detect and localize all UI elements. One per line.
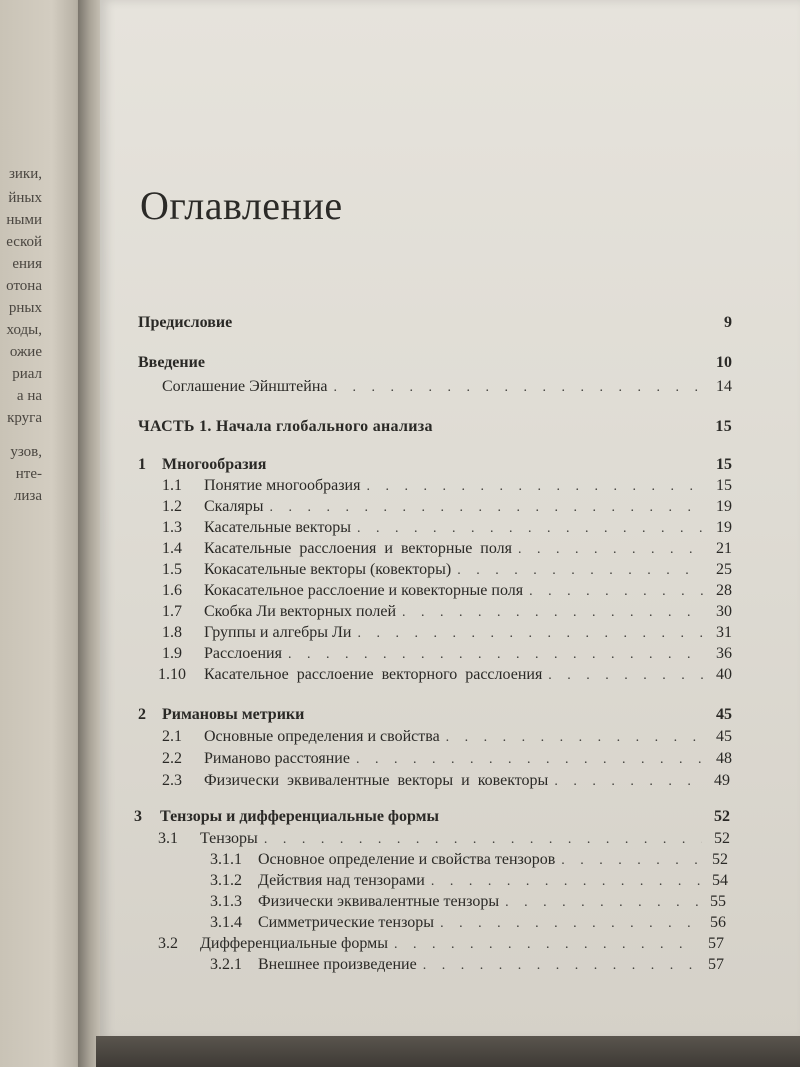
entry-number: 2 <box>138 706 146 723</box>
entry-number: 3.1.3 <box>210 893 242 910</box>
toc-chapter-entry <box>138 314 732 334</box>
dot-leader <box>366 479 704 495</box>
toc-section-entry <box>158 830 730 850</box>
entry-page: 52 <box>714 808 730 825</box>
entry-page: 15 <box>716 477 732 494</box>
entry-page: 15 <box>715 418 732 435</box>
entry-label: Тензоры и дифференциальные формы <box>160 808 440 825</box>
entry-page: 19 <box>716 519 732 536</box>
left-page-fragment: ожие <box>9 344 42 360</box>
entry-number: 3.1.1 <box>210 851 242 868</box>
dot-leader <box>457 563 704 579</box>
entry-number: 1.3 <box>162 519 182 536</box>
toc-part-entry <box>138 418 732 438</box>
book-bottom-shadow <box>96 1036 800 1067</box>
dot-leader <box>333 380 704 396</box>
left-page <box>0 0 86 1067</box>
toc-section-entry <box>162 772 730 792</box>
toc-subsection-entry <box>210 914 726 934</box>
entry-page: 57 <box>708 935 724 952</box>
entry-label: Тензоры <box>200 830 258 847</box>
dot-leader <box>394 937 696 953</box>
entry-label: Кокасательное расслоение и ковекторные поля <box>204 582 524 599</box>
toc-section-entry <box>158 935 724 955</box>
entry-label: Скобка Ли векторных полей <box>204 603 397 620</box>
dot-leader <box>518 542 704 558</box>
entry-label: Касательные векторы <box>204 519 351 536</box>
left-page-fragment: риал <box>12 366 42 382</box>
entry-number: 2.3 <box>162 772 182 789</box>
entry-label: Действия над тензорами <box>258 872 425 889</box>
toc-subsection-entry <box>210 851 728 871</box>
entry-page: 19 <box>716 498 732 515</box>
left-page-fragment: ходы, <box>6 322 42 338</box>
left-page-fragment: ными <box>6 212 42 228</box>
toc-section-entry <box>162 477 732 497</box>
toc-subsection-entry <box>210 872 728 892</box>
entry-label: Касательное расслоение векторного расслоения <box>204 666 543 683</box>
toc-subsection-entry <box>210 956 724 976</box>
dot-leader <box>505 895 698 911</box>
toc-section-entry <box>162 498 732 518</box>
entry-page: 31 <box>716 624 732 641</box>
entry-page: 36 <box>716 645 732 662</box>
entry-number: 1.7 <box>162 603 182 620</box>
dot-leader <box>431 874 700 890</box>
toc-section-entry <box>162 645 732 665</box>
dot-leader <box>423 958 696 974</box>
toc-chapter-entry <box>138 456 732 476</box>
entry-label: Риманово расстояние <box>204 750 350 767</box>
page-title: Оглавление <box>140 183 343 228</box>
toc-subsection-entry <box>210 893 726 913</box>
left-page-fragment: круга <box>7 410 42 426</box>
toc-section-entry <box>162 603 732 623</box>
entry-label: Введение <box>138 354 205 371</box>
entry-number: 1.9 <box>162 645 182 662</box>
entry-number: 3.1.4 <box>210 914 242 931</box>
entry-number: 1.5 <box>162 561 182 578</box>
left-page-fragment: нте- <box>15 466 42 482</box>
entry-page: 15 <box>716 456 732 473</box>
entry-page: 52 <box>714 830 730 847</box>
entry-number: 3.2 <box>158 935 178 952</box>
left-page-fragment: еской <box>6 234 42 250</box>
toc-chapter-entry <box>134 808 730 828</box>
dot-leader <box>264 832 702 848</box>
entry-label: Соглашение Эйнштейна <box>162 378 328 395</box>
dot-leader <box>440 916 698 932</box>
left-page-fragment: лиза <box>13 488 42 504</box>
entry-label: Основные определения и свойства <box>204 728 440 745</box>
entry-page: 52 <box>712 851 728 868</box>
entry-page: 54 <box>712 872 728 889</box>
dot-leader <box>357 626 704 642</box>
entry-page: 21 <box>716 540 732 557</box>
entry-number: 1.6 <box>162 582 182 599</box>
left-page-fragment: а на <box>16 388 42 404</box>
entry-page: 49 <box>714 772 730 789</box>
dot-leader <box>357 521 704 537</box>
entry-number: 2.1 <box>162 728 182 745</box>
entry-label: Предисловие <box>138 314 233 331</box>
toc-section-entry <box>162 378 732 398</box>
dot-leader <box>548 668 704 684</box>
entry-label: Физически эквивалентные векторы и ковекторы <box>204 772 549 789</box>
dot-leader <box>288 647 704 663</box>
toc-section-entry <box>162 624 732 644</box>
left-page-fragment: ения <box>12 256 42 272</box>
dot-leader <box>270 500 704 516</box>
entry-label: Касательные расслоения и векторные поля <box>204 540 512 557</box>
entry-label: Основное определение и свойства тензоров <box>258 851 556 868</box>
toc-section-entry <box>162 540 732 560</box>
entry-page: 48 <box>716 750 732 767</box>
entry-label: Симметрические тензоры <box>258 914 435 931</box>
dot-leader <box>561 853 700 869</box>
left-page-fragment: рных <box>8 300 42 316</box>
entry-label: Скаляры <box>204 498 264 515</box>
left-page-fragment: отона <box>6 278 42 294</box>
entry-number: 3.2.1 <box>210 956 242 973</box>
entry-number: 3 <box>134 808 142 825</box>
entry-page: 28 <box>716 582 732 599</box>
entry-page: 30 <box>716 603 732 620</box>
right-page <box>100 0 800 1040</box>
dot-leader <box>356 752 704 768</box>
toc-section-entry <box>162 561 732 581</box>
entry-label: Дифференциальные формы <box>200 935 388 952</box>
dot-leader <box>402 605 704 621</box>
entry-label: Римановы метрики <box>162 706 305 723</box>
entry-page: 45 <box>716 728 732 745</box>
entry-label: Понятие многообразия <box>204 477 361 494</box>
entry-page: 14 <box>716 378 732 395</box>
dot-leader <box>446 730 704 746</box>
entry-page: 56 <box>710 914 726 931</box>
toc-section-entry <box>162 582 732 602</box>
entry-page: 57 <box>708 956 724 973</box>
dot-leader <box>554 774 702 790</box>
entry-number: 3.1 <box>158 830 178 847</box>
toc-section-entry <box>158 666 732 686</box>
entry-label: Расслоения <box>204 645 282 662</box>
entry-number: 3.1.2 <box>210 872 242 889</box>
entry-label: Внешнее произведение <box>258 956 417 973</box>
entry-page: 55 <box>710 893 726 910</box>
entry-page: 9 <box>724 314 732 331</box>
left-page-fragment: йных <box>8 190 42 206</box>
entry-label: Физически эквивалентные тензоры <box>258 893 500 910</box>
toc-section-entry <box>162 750 732 770</box>
toc-section-entry <box>162 728 732 748</box>
dot-leader <box>529 584 704 600</box>
entry-page: 40 <box>716 666 732 683</box>
toc-chapter-entry <box>138 354 732 374</box>
entry-number: 1.8 <box>162 624 182 641</box>
left-page-fragment: узов, <box>10 444 42 460</box>
entry-label: Группы и алгебры Ли <box>204 624 352 641</box>
entry-label: ЧАСТЬ 1. Начала глобального анализа <box>138 418 433 435</box>
toc-section-entry <box>162 519 732 539</box>
entry-number: 1.10 <box>158 666 186 683</box>
entry-page: 45 <box>716 706 732 723</box>
entry-label: Многообразия <box>162 456 267 473</box>
entry-number: 1.4 <box>162 540 182 557</box>
entry-number: 1.2 <box>162 498 182 515</box>
entry-label: Кокасательные векторы (ковекторы) <box>204 561 452 578</box>
left-page-fragment: зики, <box>8 166 42 182</box>
entry-page: 10 <box>716 354 732 371</box>
toc-chapter-entry <box>138 706 732 726</box>
entry-number: 1.1 <box>162 477 182 494</box>
entry-number: 1 <box>138 456 146 473</box>
entry-number: 2.2 <box>162 750 182 767</box>
entry-page: 25 <box>716 561 732 578</box>
